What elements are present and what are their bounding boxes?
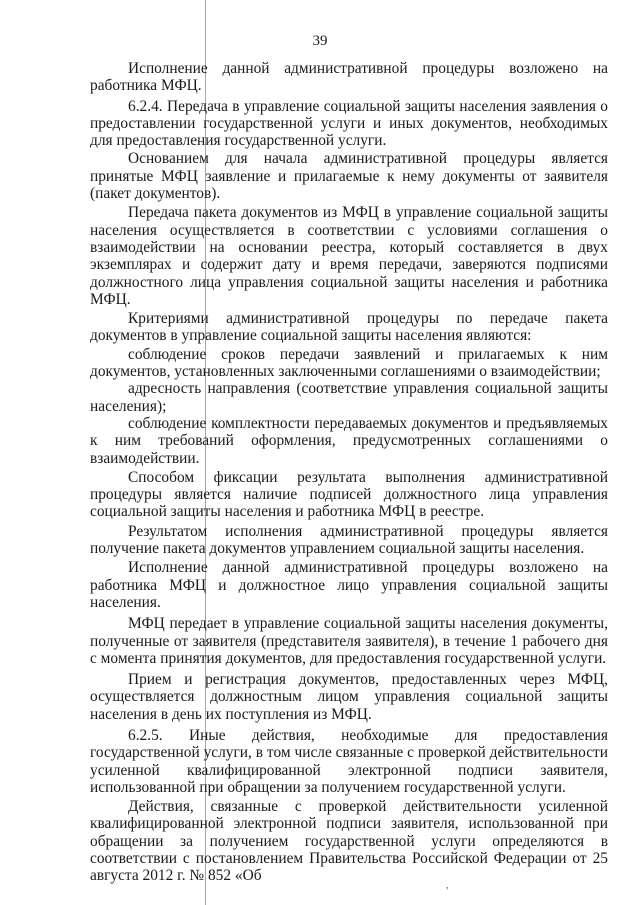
paragraph-section-6-2-4: 6.2.4. Передача в управление социальной защиты населения заявления о предоставлении государственной услуги и иных документов, необходимых для предоставления государственной услуги. <box>90 97 608 150</box>
paragraph-4: Передача пакета документов из МФЦ в управление социальной защиты населения осуществляется в соответствии с условиями соглашения о взаимодействии на основании реестра, который составляется в двух экземплярах и содержит дату и время передачи, заверяются подписями должностного лица управления социальной защиты населения и работника МФЦ. <box>90 204 608 308</box>
criteria-item-1: соблюдение сроков передачи заявлений и прилагаемых к ним документов, установленных заключенными соглашениями о взаимодействии; <box>90 345 608 381</box>
paragraph-registration: Прием и регистрация документов, предоставленных через МФЦ, осуществляется должностным лицом управления социальной защиты населения в день их поступления из МФЦ. <box>90 671 608 723</box>
criteria-item-2: адресность направления (соответствие управления социальной защиты населения); <box>90 380 608 415</box>
paragraph-1: Исполнение данной административной процедуры возложено на работника МФЦ. <box>90 60 608 95</box>
criteria-item-3: соблюдение комплектности передаваемых документов и предъявляемых к ним требований оформления, предусмотренных соглашениями о взаимодействии. <box>90 414 608 467</box>
paragraph-result: Результатом исполнения административной процедуры является получение пакета документов управлением социальной защиты населения. <box>90 522 608 558</box>
paragraph-criteria: Критериями административной процедуры по передаче пакета документов в управление социальной защиты населения являются: <box>90 310 608 345</box>
document-body <box>90 60 608 885</box>
paragraph-fixation: Способом фиксации результата выполнения административной процедуры является наличие подписей должностного лица управления социальной защиты населения и работника МФЦ в реестре. <box>90 468 608 521</box>
paragraph-section-6-2-5: 6.2.5. Иные действия, необходимые для предоставления государственной услуги, в том числе связанные с проверкой действительности усиленной квалифицированной электронной подписи заявителя, использованной при обращении за получением государственной услуги. <box>90 726 608 796</box>
paragraph-actions: Действия, связанные с проверкой действительности усиленной квалифицированной электронной подписи заявителя, использованной при обращении за получением государственной услуги определяются в соответствии с постановлением Правительства Российской Федерации от 25 августа 2012 г. № 852 «Об <box>90 798 608 885</box>
page-number: 39 <box>312 33 328 49</box>
paragraph-transfer: МФЦ передает в управление социальной защиты населения документы, полученные от заявителя (представителя заявителя), в течение 1 рабочего дня с момента принятия документов, для предоставления государственной услуги. <box>90 615 608 667</box>
scan-mark: , <box>446 880 449 891</box>
paragraph-executor: Исполнение данной административной процедуры возложено на работника МФЦ и должностное лицо управления социальной защиты населения. <box>90 559 608 611</box>
paragraph-3: Основанием для начала административной процедуры является принятые МФЦ заявление и прилагаемые к нему документы от заявителя (пакет документов). <box>90 150 608 203</box>
